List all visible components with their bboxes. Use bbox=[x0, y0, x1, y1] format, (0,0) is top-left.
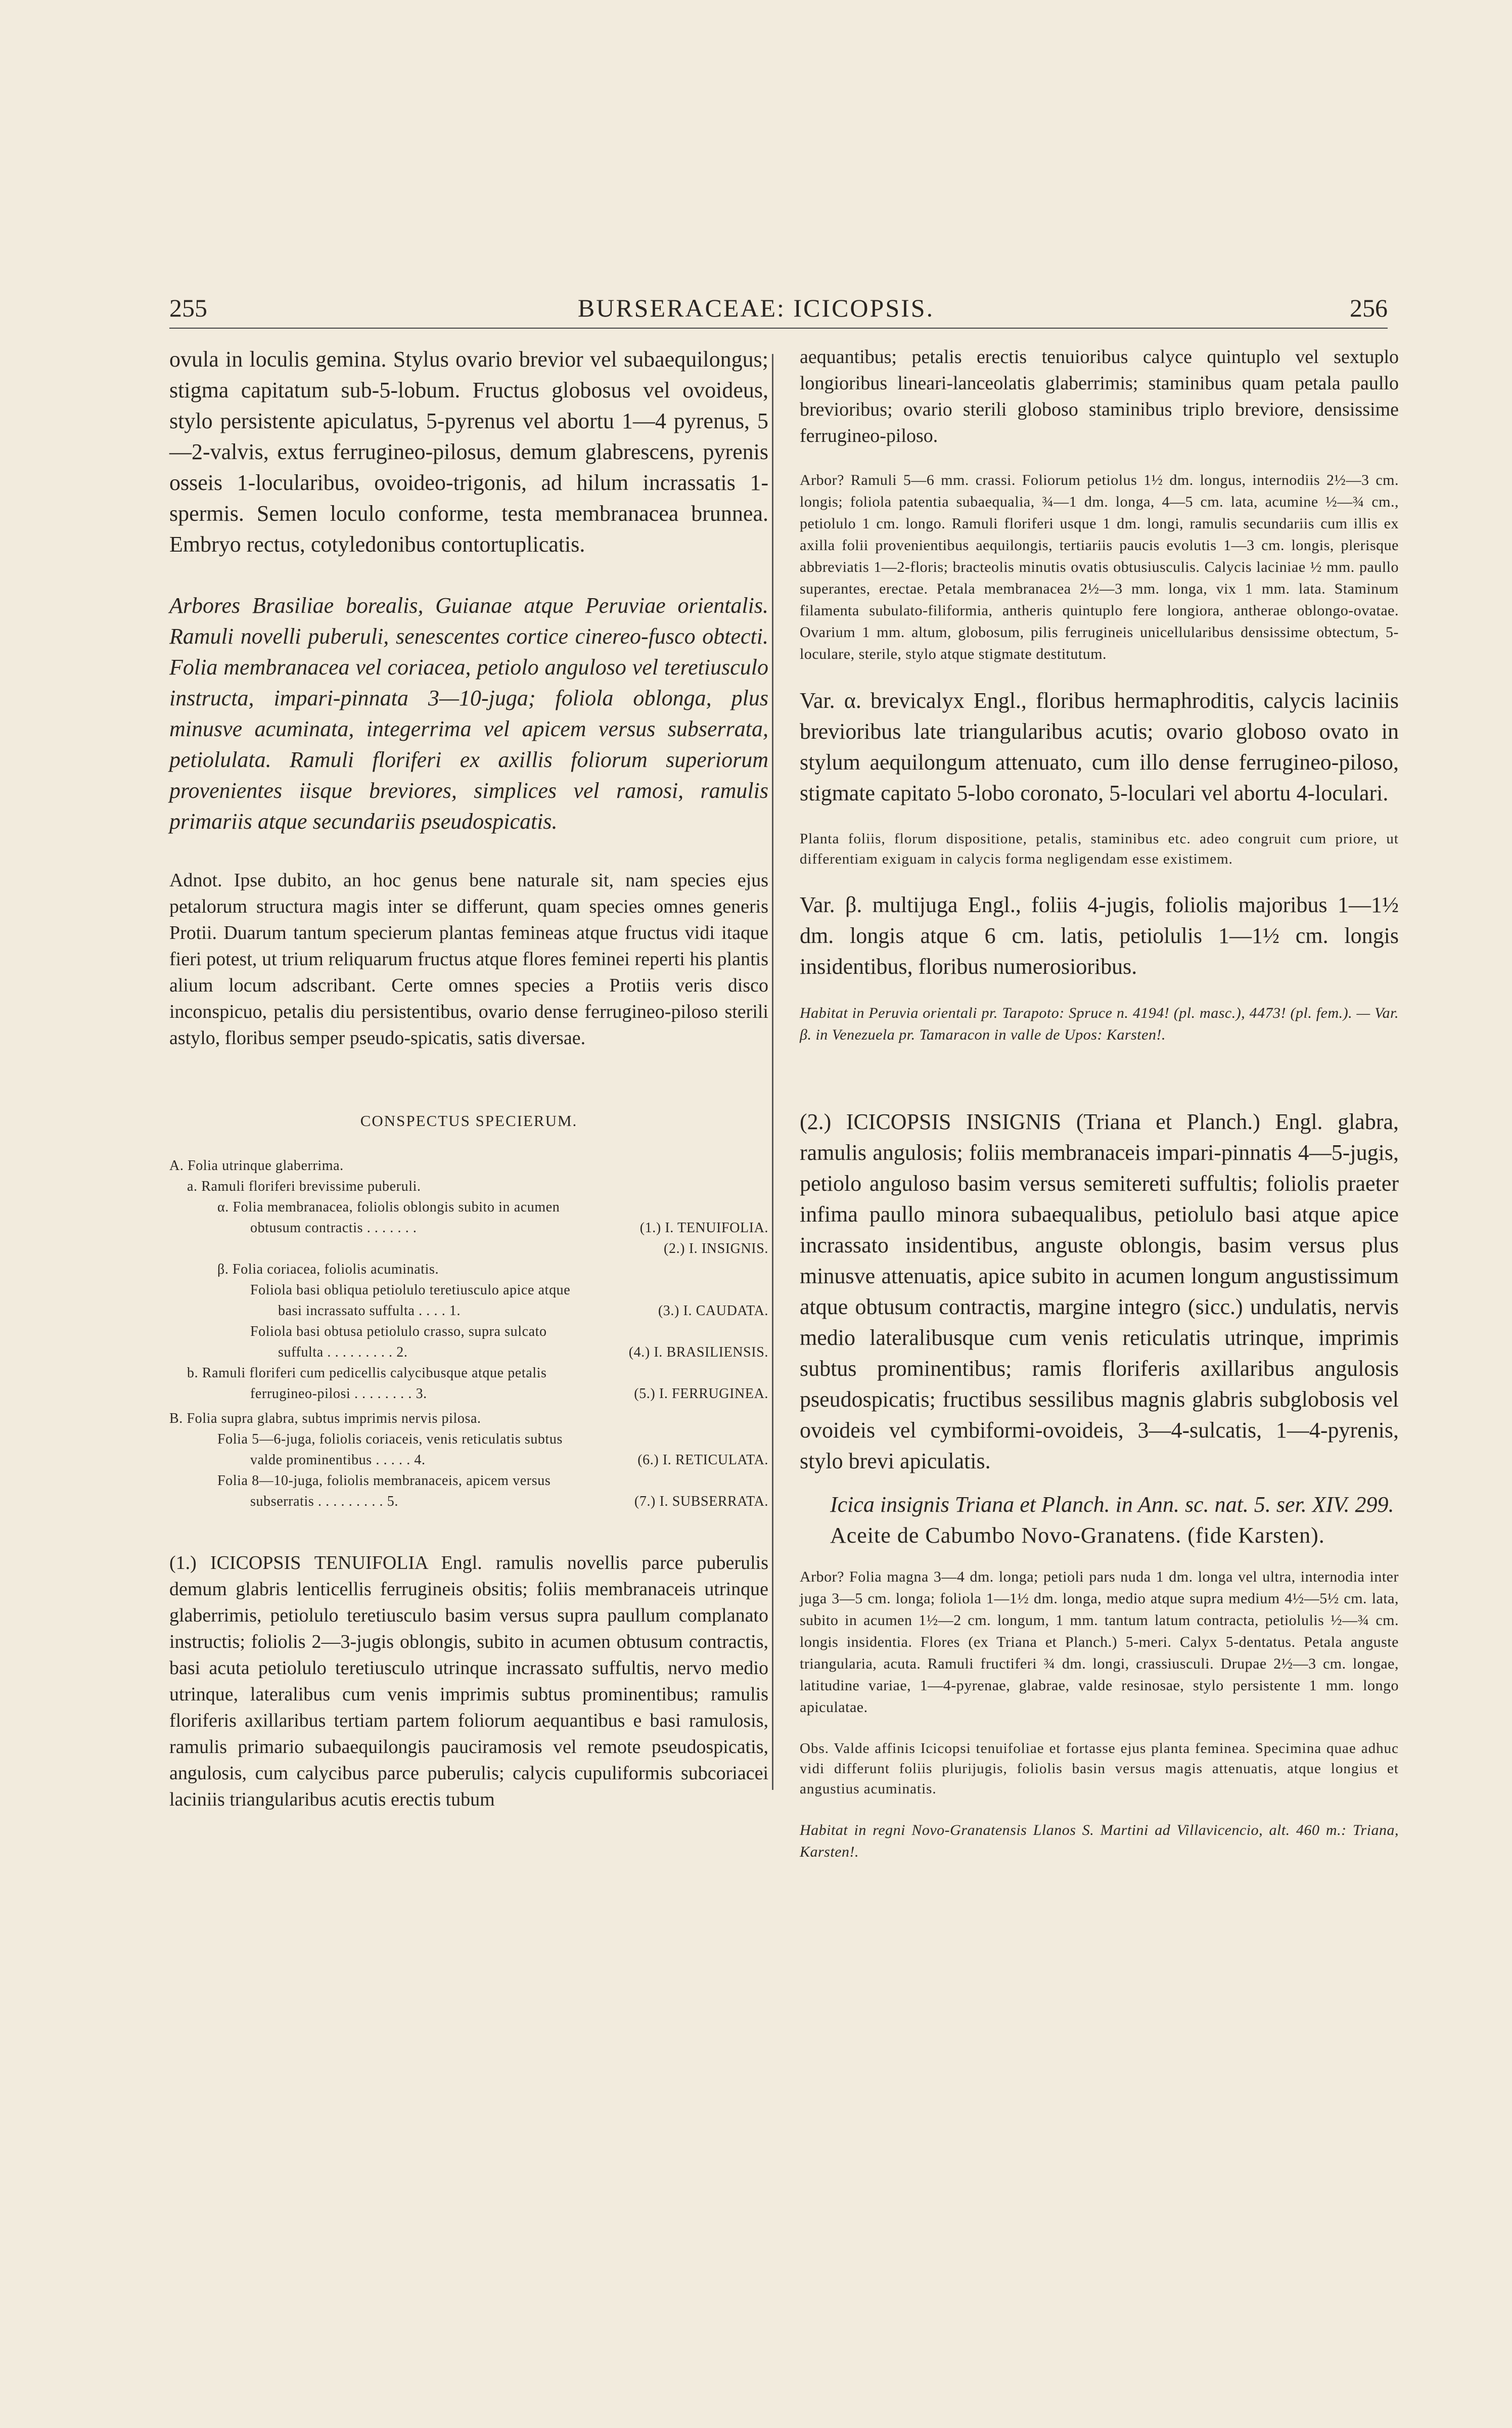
key-row: Foliola basi obtusa petiolulo crasso, supra sulcato bbox=[250, 1324, 547, 1339]
species-2-details: Arbor? Folia magna 3—4 dm. longa; petioli pars nuda 1 dm. longa vel ultra, internodia inter juga 3—5 cm. longa; foliola 1—1½ dm. longa, medio atque supra medium 4½—5½ cm. lata, subito in acumen 1½—2 cm. longum, 1 mm. tantum latum contracta, petiolulis ½—¾ cm. longis insidentia. Flores (ex Triana et Planch.) 5-meri. Calyx 5-dentatus. Petala anguste triangularia, acuta. Ramuli fructiferi ¾ dm. longi, crassiusculi. Drupae 2½—3 cm. longae, latitudine variae, 1—4-pyrenae, glabrae, valde resinosae, stylo persistente 1 mm. longo apiculatae. bbox=[800, 1568, 1399, 1716]
key-row: β. Folia coriacea, foliolis acuminatis. bbox=[217, 1262, 439, 1277]
key-row: Foliola basi obliqua petiolulo teretiusculo apice atque bbox=[250, 1282, 571, 1298]
key-row: B. Folia supra glabra, subtus imprimis nervis pilosa. bbox=[169, 1411, 481, 1426]
species-2-description: (2.) ICICOPSIS INSIGNIS (Triana et Planch.) Engl. glabra, ramulis angulosis; foliis membranaceis impari-pinnatis 4—5-jugis, petiolo anguloso basim versus semitereti suffultis; foliolis praeter infima paullo minora subaequalibus, petiolulo basi atque apice incrassato insidentibus, anguste oblongis, basim versus plus minusve attenuatis, apice subito in acumen longum angustissimum atque obtusum contractis, margine integro (sicc.) undulatis, nervis medio lateralibusque cum venis reticulatis utrinque, imprimis subtus prominentibus; ramis floriferis axillaribus angulosis pseudospicatis; fructibus sessilibus magnis glabris subglobosis vel ovoideis vel cymbiformi-ovoideis, 3—4-sulcatis, 1—4-pyrenis, stylo brevi apiculatis. bbox=[800, 1109, 1399, 1473]
right-column bbox=[800, 344, 1399, 1863]
genus-description: ovula in loculis gemina. Stylus ovario brevior vel subaequilongus; stigma capitatum sub-5-lobum. Fructus globosus vel ovoideus, stylo persistente apiculatus, 5-pyrenus vel abortu 1—4 pyrenus, 5—2-valvis, extus ferrugineo-pilosus, demum glabrescens, pyrenis osseis 1-locularibus, ovoideo-trigonis, ad hilum incrassatis 1-spermis. Semen loculo conforme, testa membranacea brunnea. Embryo rectus, cotyledonibus contortuplicatis. bbox=[169, 347, 768, 557]
key-row: (2.) I. INSIGNIS. bbox=[664, 1241, 768, 1256]
variety-beta: Var. β. multijuga Engl., foliis 4-jugis, foliolis majoribus 1—1½ dm. longis atque 6 cm. latis, petiolulis 1—1½ cm. longis insidentibus, floribus numerosioribus. bbox=[800, 892, 1399, 979]
key-row: A. Folia utrinque glaberrima. bbox=[169, 1158, 344, 1174]
running-title: BURSERACEAE: ICICOPSIS. bbox=[577, 294, 935, 322]
species-key bbox=[169, 1155, 768, 1512]
key-row: b. Ramuli floriferi cum pedicellis calycibusque atque petalis bbox=[187, 1365, 547, 1381]
left-column bbox=[169, 344, 768, 1813]
species-2-synonym: Icica insignis Triana et Planch. in Ann. sc. nat. 5. ser. XIV. 299. bbox=[830, 1492, 1394, 1517]
key-row: basi incrassato suffulta . . . . 1. (3.) I. CAUDATA. bbox=[278, 1303, 768, 1319]
key-row: Folia 8—10-juga, foliolis membranaceis, apicem versus bbox=[217, 1473, 551, 1489]
adnotation: Adnot. Ipse dubito, an hoc genus bene naturale sit, nam species ejus petalorum structura magis inter se differunt, quam species omnes generis Protii. Duarum tantum specierum plantas femineas atque fructus vidi itaque fieri potest, ut trium reliquarum fructus atque flores feminei reperti his plantis alium locum adscribant. Certe omnes species a Protiis veris disco inconspicuo, petalis diu persistentibus, ovario dense ferrugineo-piloso sterili astylo, floribus semper pseudo-spicatis, satis diversae. bbox=[169, 870, 768, 1049]
species-2-habitat: Habitat in regni Novo-Granatensis Llanos S. Martini ad Villavicencio, alt. 460 m.: Triana, Karsten!. bbox=[800, 1822, 1399, 1860]
species-2-observation: Obs. Valde affinis Icicopsi tenuifoliae et fortasse ejus planta feminea. Specimina quae adhuc vidi differunt foliis plurijugis, foliolis basin versus magis attenuatis, atque longius et angustius acuminatis. bbox=[800, 1740, 1399, 1797]
species-1-continued: aequantibus; petalis erectis tenuioribus calyce quintuplo vel sextuplo longioribus lineari-lanceolatis glaberrimis; staminibus quam petala paullo brevioribus; ovario sterili globoso staminibus triplo breviore, densissime ferrugineo-piloso. bbox=[800, 346, 1399, 446]
conspectus-title: CONSPECTUS SPECIERUM. bbox=[360, 1112, 578, 1130]
species-1-details: Arbor? Ramuli 5—6 mm. crassi. Foliorum petiolus 1½ dm. longus, internodiis 2½—3 cm. longis; foliola patentia subaequalia, ¾—1 dm. longa, 4—5 cm. lata, acumine ½—¾ cm., petiolulo 1 cm. longo. Ramuli floriferi usque 1 dm. longi, ramulis secundariis cum illis ex axilla folii provenientibus aequilongis, tertiariis paucis evolutis 1—3 cm. longis, plerisque abbreviatis 1—2-floris; bracteolis minutis ovatis obtusiusculis. Calycis laciniae ½ mm. paullo superantes, erectae. Petala membranacea 2½—3 mm. longa, vix 1 mm. lata. Staminum filamenta subulato-filiformia, antheris quintuplo fere longiora, antherae oblongo-ovatae. Ovarium 1 mm. altum, globosum, pilis ferrugineis unicellularibus densissime obtectum, 5-loculare, sterile, stylo atque stigmate destitutum. bbox=[800, 472, 1399, 662]
key-row: obtusum contractis . . . . . . . (1.) I. TENUIFOLIA. bbox=[250, 1220, 768, 1236]
key-row: Folia 5—6-juga, foliolis coriaceis, venis reticulatis subtus bbox=[217, 1431, 563, 1447]
key-row: valde prominentibus . . . . . 4. (6.) I. RETICULATA. bbox=[250, 1452, 768, 1468]
variety-alpha-note: Planta foliis, florum dispositione, petalis, staminibus etc. adeo congruit cum priore, ut differentiam exiguam in calycis forma negligendam esse existimem. bbox=[800, 831, 1399, 867]
species-1-description: (1.) ICICOPSIS TENUIFOLIA Engl. ramulis novellis parce puberulis demum glabris lenticellis ferrugineis obsitis; foliis membranaceis utrinque glaberrimis, petiolulo teretiusculo basim versus supra paullum complanato instructis; foliolis 2—3-jugis oblongis, subito in acumen obtusum contractis, basi acuta petiolulo teretiusculo utrinque incrassato suffultis, nervo medio utrinque, lateralibus cum venis imprimis subtus prominentibus; ramulis floriferis axillaribus tertiam partem foliorum aequantibus e basi ramulosis, ramulis primario subaequilongis pauciramosis vel remote pseudospicatis, angulosis, cum calycibus parce puberulis; calycis cupuliformis subcoriacei laciniis triangularibus acutis erectis tubum bbox=[169, 1552, 768, 1810]
species-2-vernacular: Aceite de Cabumbo Novo-Granatens. (fide Karsten). bbox=[830, 1523, 1325, 1548]
key-row: suffulta . . . . . . . . . 2. (4.) I. BRASILIENSIS. bbox=[278, 1344, 768, 1360]
key-row: subserratis . . . . . . . . . 5. (7.) I. SUBSERRATA. bbox=[250, 1494, 768, 1509]
variety-alpha: Var. α. brevicalyx Engl., floribus hermaphroditis, calycis laciniis brevioribus late triangularibus acutis; ovario globoso ovato in stylum aequilongum attenuato, cum illo dense ferrugineo-piloso, stigmate capitato 5-lobo coronato, 5-loculari vel abortu 4-loculari. bbox=[800, 688, 1399, 805]
species-1-habitat: Habitat in Peruvia orientali pr. Tarapoto: Spruce n. 4194! (pl. masc.), 4473! (pl. fem.). — Var. β. in Venezuela pr. Tamaracon in valle de Upos: Karsten!. bbox=[800, 1005, 1399, 1043]
genus-habit: Arbores Brasiliae borealis, Guianae atque Peruviae orientalis. Ramuli novelli puberuli, senescentes cortice cinereo-fusco obtecti. Folia membranacea vel coriacea, petiolo anguloso vel teretiusculo instructa, impari-pinnata 3—10-juga; foliola oblonga, plus minusve acuminata, integerrima vel apicem versus subserrata, petiolulata. Ramuli floriferi ex axillis foliorum superiorum provenientes iisque breviores, simplices vel ramosi, ramulis primariis atque secundariis pseudospicatis. bbox=[169, 593, 768, 834]
key-row: α. Folia membranacea, foliolis oblongis subito in acumen bbox=[217, 1199, 560, 1215]
key-row: a. Ramuli floriferi brevissime puberuli. bbox=[187, 1179, 421, 1194]
page-number-right: 256 bbox=[1350, 294, 1388, 322]
key-row: ferrugineo-pilosi . . . . . . . . 3. (5.) I. FERRUGINEA. bbox=[250, 1386, 768, 1402]
column-divider bbox=[772, 354, 773, 1790]
page-number-left: 255 bbox=[169, 294, 207, 322]
header-rule bbox=[169, 328, 1388, 329]
